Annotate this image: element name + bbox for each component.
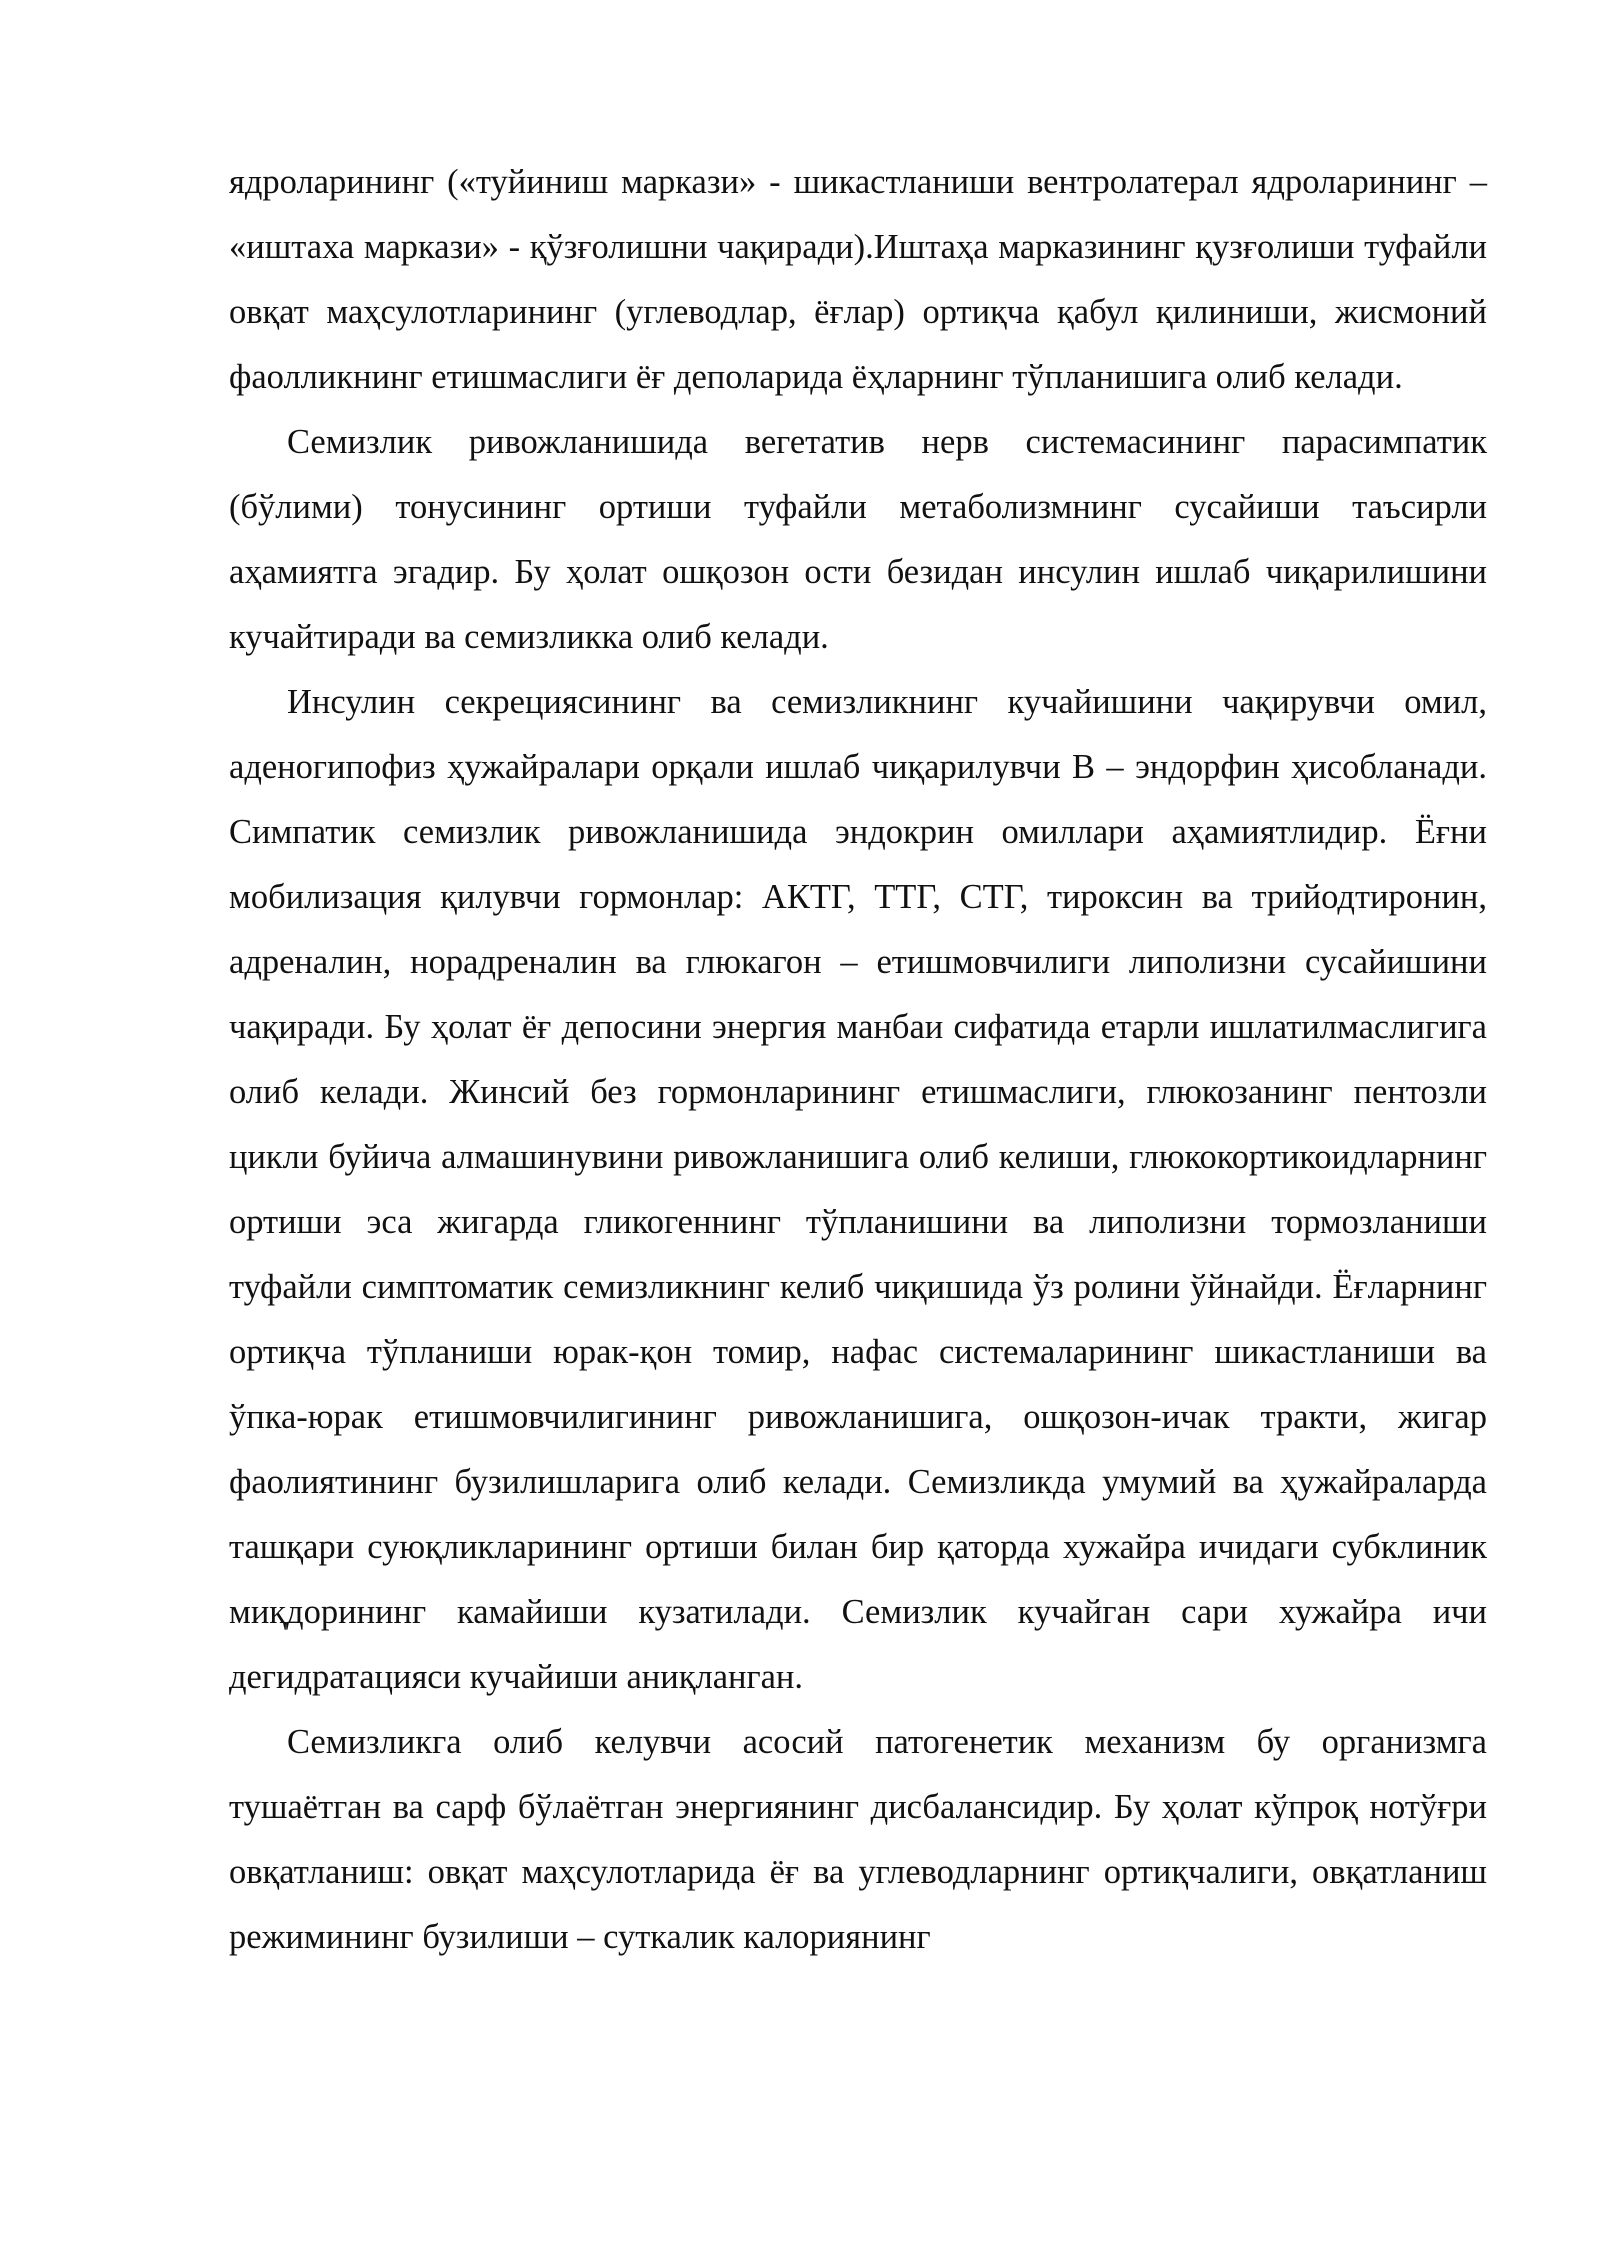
paragraph-4: Семизликга олиб келувчи асосий патогенетик механизм бу организмга тушаётган ва сарф бўлаётган энергиянинг дисбалансидир. Бу ҳолат кўпроқ нотўғри овқатланиш: овқат маҳсулотларида ёғ ва углеводларнинг ортиқчалиги, овқатланиш режимининг бузилиши – суткалик калориянинг	[229, 1723, 1487, 1956]
paragraph-1: ядроларининг («туйиниш маркази» - шикастланиши вентролатерал ядроларининг – «иштаха маркази» - қўзғолишни чақиради).Иштаҳа марказининг қузғолиши туфайли овқат маҳсулотларининг (углеводлар, ёғлар) ортиқча қабул қилиниши, жисмоний фаолликнинг етишмаслиги ёғ деполарида ёҳларнинг тўпланишига олиб келади.	[229, 163, 1487, 396]
paragraph-2: Семизлик ривожланишида вегетатив нерв системасининг парасимпатик (бўлими) тонусининг ортиши туфайли метаболизмнинг сусайиши таъсирли аҳамиятга эгадир. Бу ҳолат ошқозон ости безидан инсулин ишлаб чиқарилишини кучайтиради ва семизликка олиб келади.	[229, 423, 1487, 656]
paragraph-3: Инсулин секрециясининг ва семизликнинг кучайишини чақирувчи омил, аденогипофиз ҳужайралари орқали ишлаб чиқарилувчи В – эндорфин ҳисобланади. Симпатик семизлик ривожланишида эндокрин омиллари аҳамиятлидир. Ёғни мобилизация қилувчи гормонлар: АКТГ, ТТГ, СТГ, тироксин ва трийодтиронин, адреналин, норадреналин ва глюкагон – етишмовчилиги липолизни сусайишини чақиради. Бу ҳолат ёғ депосини энергия манбаи сифатида етарли ишлатилмаслигига олиб келади. Жинсий без гормонларининг етишмаслиги, глюкозанинг пентозли цикли буйича алмашинувини ривожланишига олиб келиши, глюкокортикоидларнинг ортиши эса жигарда гликогеннинг тўпланишини ва липолизни тормозланиши туфайли симптоматик семизликнинг келиб чиқишида ўз ролини ўйнайди. Ёғларнинг ортиқча тўпланиши юрак-қон томир, нафас системаларининг шикастланиши ва ўпка-юрак етишмовчилигининг ривожланишига, ошқозон-ичак тракти, жигар фаолиятининг бузилишларига олиб келади. Семизликда умумий ва ҳужайраларда ташқари суюқликларининг ортиши билан бир қаторда хужайра ичидаги субклиник миқдорининг камайиши кузатилади. Семизлик кучайган сари хужайра ичи дегидратацияси кучайиши аниқланган.	[229, 683, 1487, 1696]
document-body	[229, 150, 1487, 1970]
